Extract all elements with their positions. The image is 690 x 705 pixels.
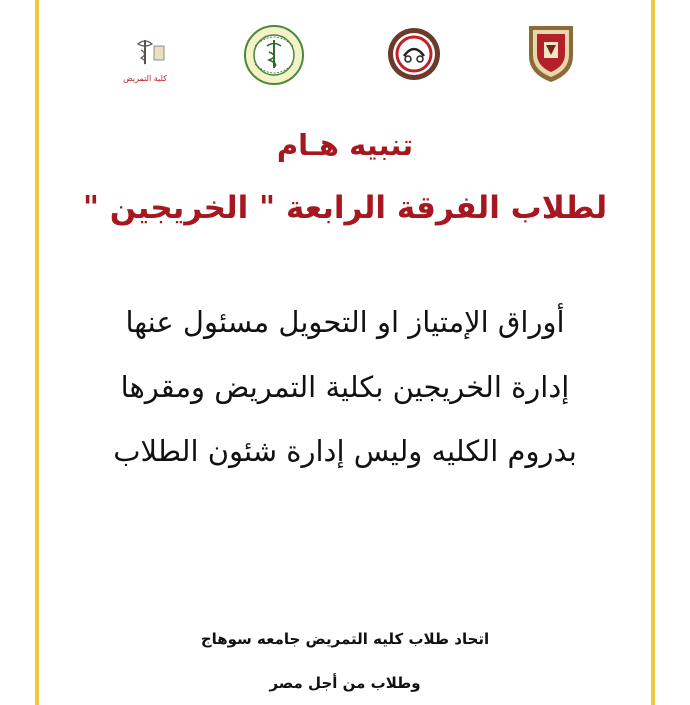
footer-union-name: اتحاد طلاب كليه التمريض جامعه سوهاج [200,630,490,648]
notice-body-line-1: أوراق الإمتياز او التحويل مسئول عنها [125,305,565,339]
right-border-line [651,0,655,705]
notice-body-line-2: إدارة الخريجين بكلية التمريض ومقرها [120,370,570,404]
left-border-line [35,0,39,705]
footer-organization: وطلاب من أجل مصر [269,674,421,692]
notice-subtitle: لطلاب الفرقة الرابعة " الخريجين " [82,190,608,226]
sohag-university-nursing-students-union-logo [243,24,305,86]
sohag-university-shield-logo [526,22,576,84]
nursing-faculty-caption: كلية التمريض [123,74,167,83]
red-ringed-logo [386,26,442,82]
notice-body-line-3: بدروم الكليه وليس إدارة شئون الطلاب [113,434,577,468]
logos-row [100,16,600,88]
notice-title: تنبيه هـام [276,128,414,162]
